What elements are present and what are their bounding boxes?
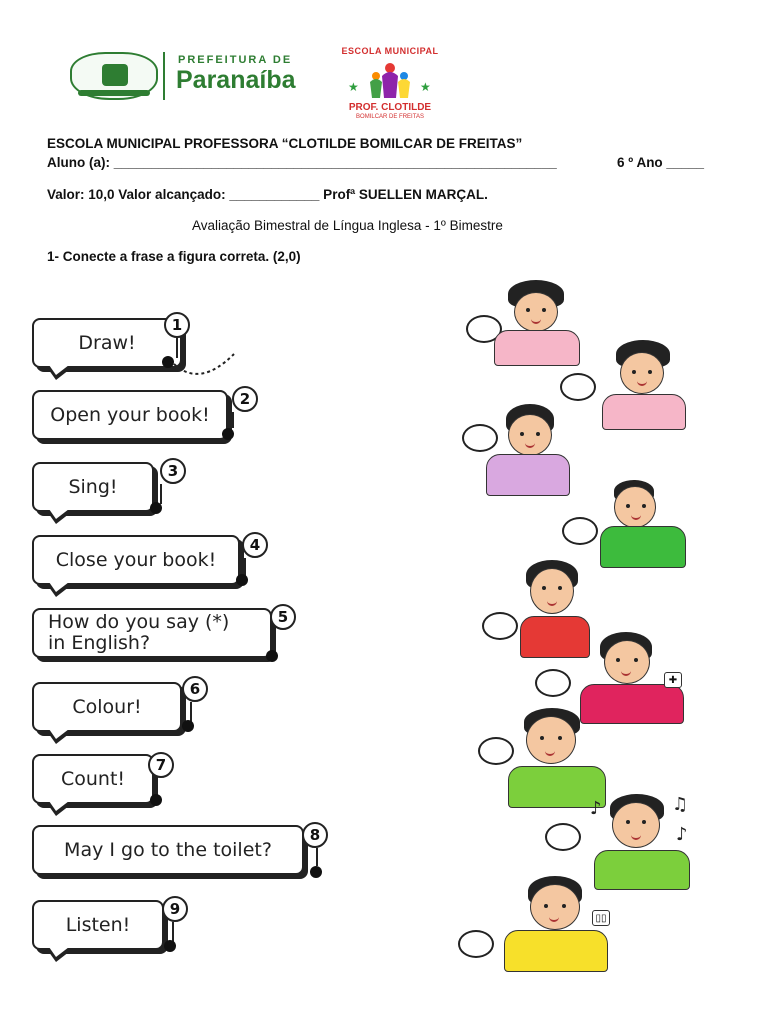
- number-badge: 8: [302, 822, 328, 848]
- face: [604, 640, 650, 684]
- number-badge: 7: [148, 752, 174, 778]
- school-name-line: ESCOLA MUNICIPAL PROFESSORA “CLOTILDE BOMILCAR DE FREITAS”: [47, 136, 523, 151]
- eye: [642, 504, 646, 508]
- boy-colouring-illustration: [600, 480, 690, 576]
- connector-stem: [274, 630, 276, 650]
- bubble-draw: [32, 318, 182, 368]
- bubble-colour: [32, 682, 182, 732]
- value-line: Valor: 10,0 Valor alcançado: ____________ Profª SUELLEN MARÇAL.: [47, 187, 488, 202]
- eye: [558, 586, 562, 590]
- bubble-listen: [32, 900, 164, 950]
- bubble-how-do-you-say: [32, 608, 272, 658]
- connector-stem: [232, 412, 234, 428]
- connector-stem: [316, 848, 318, 866]
- prefeitura-label: PREFEITURA DE: [178, 54, 293, 66]
- toilet-sign-icon: ▯▯: [592, 910, 610, 926]
- school-logo-arc-text: ESCOLA MUNICIPAL: [341, 46, 439, 56]
- bubble-text: Draw!: [78, 332, 136, 354]
- bubble-text: May I go to the toilet?: [64, 839, 272, 861]
- number-badge: 5: [270, 604, 296, 630]
- bubble-tail-fill: [49, 582, 69, 592]
- eye: [562, 904, 566, 908]
- city-name-logo: Paranaíba: [176, 66, 296, 94]
- eye: [558, 736, 562, 740]
- number-badge: 6: [182, 676, 208, 702]
- bubble-text: How do you say (*): [48, 611, 230, 633]
- connector-stem: [244, 558, 246, 576]
- bubble-tail-fill: [49, 801, 69, 811]
- face: [514, 292, 558, 332]
- number-badge: 3: [160, 458, 186, 484]
- bubble-may-i-go-to-the-toilet: [32, 825, 304, 875]
- connector-stem: [190, 702, 192, 722]
- shirt: [602, 394, 686, 430]
- question-1: 1- Conecte a frase a figura correta. (2,0): [47, 249, 301, 264]
- crest-shield-icon: [102, 64, 128, 86]
- number-badge: 4: [242, 532, 268, 558]
- answer-circle[interactable]: [545, 823, 581, 851]
- face: [612, 802, 660, 848]
- face: [614, 486, 656, 528]
- music-note-icon: ♪: [590, 798, 602, 819]
- music-note-icon: ♫: [672, 794, 689, 815]
- bubble-text: Sing!: [68, 476, 118, 498]
- crest-ribbon: [78, 90, 150, 96]
- face: [508, 414, 552, 456]
- number-badge: 1: [164, 312, 190, 338]
- connector-stem: [156, 778, 158, 794]
- face: [530, 568, 574, 614]
- school-logo-name: PROF. CLOTILDE: [348, 102, 432, 113]
- grade-line: 6 º Ano _____: [617, 155, 704, 170]
- connection-dot[interactable]: [310, 866, 322, 878]
- connection-dot[interactable]: [164, 940, 176, 952]
- bubble-close-your-book: [32, 535, 240, 585]
- star-icon: ★: [420, 80, 431, 94]
- bubble-count: [32, 754, 154, 804]
- eye: [544, 904, 548, 908]
- girl-counting-illustration: [500, 876, 612, 976]
- school-logo-subtitle: BOMILCAR DE FREITAS: [356, 114, 424, 120]
- bubble-tail-fill: [49, 729, 69, 739]
- bubble-text-line2: in English?: [48, 632, 151, 654]
- eye: [526, 308, 530, 312]
- girl-reading-illustration: [596, 340, 688, 432]
- bubble-text: Count!: [60, 768, 126, 790]
- eye: [648, 370, 652, 374]
- bubble-sing: [32, 462, 154, 512]
- face: [620, 352, 664, 394]
- eye: [626, 504, 630, 508]
- bubble-text: Close your book!: [55, 549, 217, 571]
- example-dotted-line: [170, 348, 240, 384]
- bubble-open-your-book: [32, 390, 228, 440]
- shirt: [486, 454, 570, 496]
- answer-circle[interactable]: [458, 930, 494, 958]
- number-badge: 2: [232, 386, 258, 412]
- girl-writing-illustration: [486, 280, 586, 370]
- answer-circle[interactable]: [560, 373, 596, 401]
- eye: [632, 370, 636, 374]
- star-icon: ★: [348, 80, 359, 94]
- eye: [540, 736, 544, 740]
- connection-dot[interactable]: [222, 428, 234, 440]
- connection-dot[interactable]: [150, 794, 162, 806]
- eye: [642, 820, 646, 824]
- music-note-icon: ♪: [676, 824, 688, 845]
- connection-dot[interactable]: [150, 502, 162, 514]
- shirt: [504, 930, 608, 972]
- uk-flag-icon: ✚: [664, 672, 682, 688]
- exam-title: Avaliação Bimestral de Língua Inglesa - 1º Bimestre: [192, 218, 503, 233]
- municipal-crest-logo: [70, 52, 158, 100]
- face: [530, 884, 580, 930]
- eye: [626, 820, 630, 824]
- eye: [520, 432, 524, 436]
- bubble-text: Open your book!: [50, 404, 210, 426]
- connector-stem: [172, 922, 174, 942]
- girl-drawing-illustration: [484, 404, 588, 500]
- answer-circle[interactable]: [482, 612, 518, 640]
- bubble-tail-fill: [49, 509, 69, 519]
- answer-circle[interactable]: [562, 517, 598, 545]
- bubble-tail-fill: [49, 365, 69, 375]
- shirt: [494, 330, 580, 366]
- eye: [616, 658, 620, 662]
- eye: [536, 432, 540, 436]
- logo-divider: [163, 52, 165, 100]
- answer-circle[interactable]: [535, 669, 571, 697]
- shirt: [600, 526, 686, 568]
- face: [526, 716, 576, 764]
- connection-dot[interactable]: [236, 574, 248, 586]
- bubble-text: Listen!: [65, 914, 131, 936]
- connection-dot[interactable]: [266, 650, 278, 662]
- bubble-text: Colour!: [72, 696, 142, 718]
- school-logo-figures-icon: [362, 60, 418, 102]
- number-badge: 9: [162, 896, 188, 922]
- eye: [634, 658, 638, 662]
- eye: [542, 586, 546, 590]
- eye: [542, 308, 546, 312]
- bubble-tail-fill: [49, 947, 69, 957]
- connector-stem: [160, 484, 162, 504]
- student-name-line: Aluno (a): ___________________________________________________________: [47, 155, 557, 170]
- connection-dot[interactable]: [182, 720, 194, 732]
